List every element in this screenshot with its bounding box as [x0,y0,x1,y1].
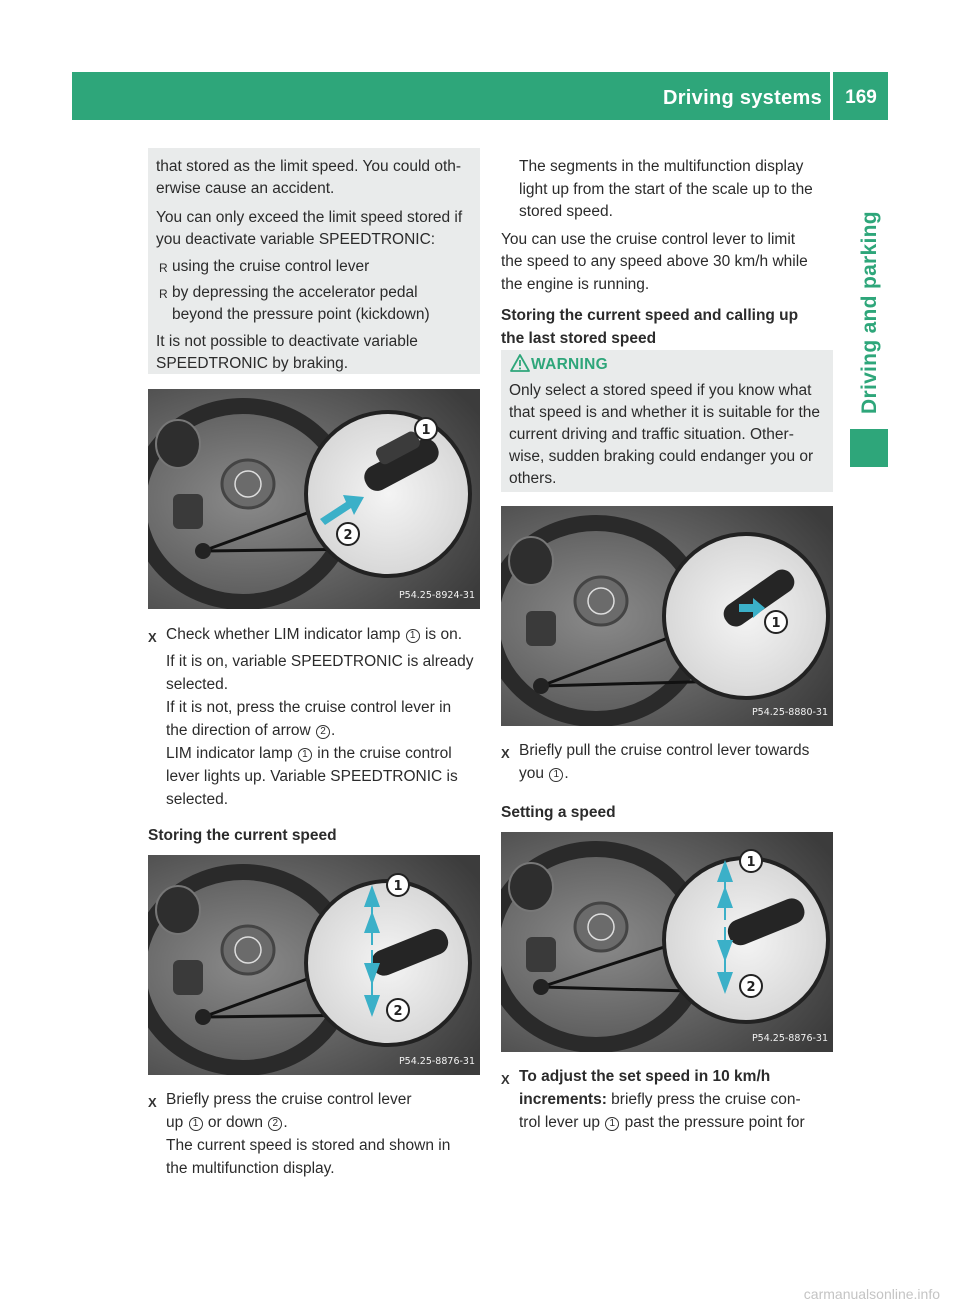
callout-1: 1 [549,768,563,782]
figure-code: P54.25-8924-31 [398,589,475,601]
callout-2: 2 [393,1004,403,1019]
notice-text: You can only exceed the limit speed stored if [156,209,463,226]
bullet-marker: R [159,287,168,301]
section-heading: the last stored speed [501,330,657,347]
step-text: If it is not, press the cruise control lever in [166,699,452,716]
section-heading: Storing the current speed and calling up [501,307,799,324]
figure-recall-speed [501,506,833,726]
warning-text: wise, sudden braking could endanger you or [509,448,814,465]
warning-title: WARNING [531,356,609,373]
notice-text: that stored as the limit speed. You could oth- [156,158,462,175]
section-title: Driving systems [662,87,822,109]
warning-text: that speed is and whether it is suitable for the [509,404,821,421]
figure-store-speed [148,855,480,1075]
step-text: Check whether LIM indicator lamp 1 is on. [166,626,462,643]
callout-1: 1 [298,748,312,762]
step-text: selected. [166,791,229,808]
page-number: 169 [845,87,877,108]
step-text: up 1 or down 2 . [166,1114,288,1131]
watermark: carmanualsonline.info [803,1286,940,1302]
body-text: light up from the start of the scale up to the [519,181,813,198]
step-marker: X [148,1095,157,1110]
notice-bullet: using the cruise control lever [172,258,370,275]
figure-lim-lamp [148,389,480,609]
step-text: The current speed is stored and shown in [166,1137,451,1154]
callout-1: 1 [771,616,781,631]
step-marker: X [148,630,157,645]
step-text: lever lights up. Variable SPEEDTRONIC is [166,768,458,785]
figure-code: P54.25-8880-31 [751,706,828,718]
chapter-tab-marker [850,429,888,467]
callout-2: 2 [343,528,353,543]
section-heading: Setting a speed [501,804,616,821]
header-divider [830,72,833,120]
step-text: Briefly press the cruise control lever [166,1091,412,1108]
chapter-tab-label: Driving and parking [858,211,881,414]
callout-1: 1 [421,423,431,438]
callout-1: 1 [189,1117,203,1131]
figure-set-speed [501,832,833,1052]
warning-text: others. [509,470,557,487]
callout-1: 1 [746,855,756,870]
notice-text: It is not possible to deactivate variable [156,333,418,350]
callout-1: 1 [605,1117,619,1131]
step-text: the multifunction display. [166,1160,335,1177]
notice-bullet: beyond the pressure point (kickdown) [172,306,430,323]
body-text: the engine is running. [501,276,650,293]
body-text: You can use the cruise control lever to limit [501,231,796,248]
notice-bullet: by depressing the accelerator pedal [172,284,418,301]
notice-text: erwise cause an accident. [156,180,335,197]
warning-triangle-icon [510,354,530,379]
warning-text: current driving and traffic situation. Other- [509,426,794,443]
body-text: stored speed. [519,203,613,220]
step-text: the direction of arrow 2 . [166,722,336,739]
callout-1: 1 [393,879,403,894]
notice-text: SPEEDTRONIC by braking. [156,355,349,372]
callout-2: 2 [268,1117,282,1131]
bullet-marker: R [159,261,168,275]
step-text: If it is on, variable SPEEDTRONIC is already [166,653,474,670]
step-marker: X [501,1072,510,1087]
step-text: increments: briefly press the cruise con- [519,1091,801,1108]
warning-text: Only select a stored speed if you know what [509,382,812,399]
section-heading: Storing the current speed [148,827,337,844]
callout-1: 1 [406,629,420,643]
step-text: Briefly pull the cruise control lever towards [519,742,810,759]
step-text: trol lever up 1 past the pressure point for [519,1114,805,1131]
step-marker: X [501,746,510,761]
step-text: To adjust the set speed in 10 km/h [519,1068,771,1085]
figure-code: P54.25-8876-31 [751,1032,828,1044]
body-text: The segments in the multifunction display [519,158,804,175]
callout-2: 2 [746,980,756,995]
callout-2: 2 [316,725,330,739]
step-text: you 1 . [519,765,569,782]
notice-text: you deactivate variable SPEEDTRONIC: [156,231,436,248]
body-text: the speed to any speed above 30 km/h while [501,253,808,270]
figure-code: P54.25-8876-31 [398,1055,475,1067]
step-text: LIM indicator lamp 1 in the cruise control [166,745,452,762]
step-text: selected. [166,676,229,693]
